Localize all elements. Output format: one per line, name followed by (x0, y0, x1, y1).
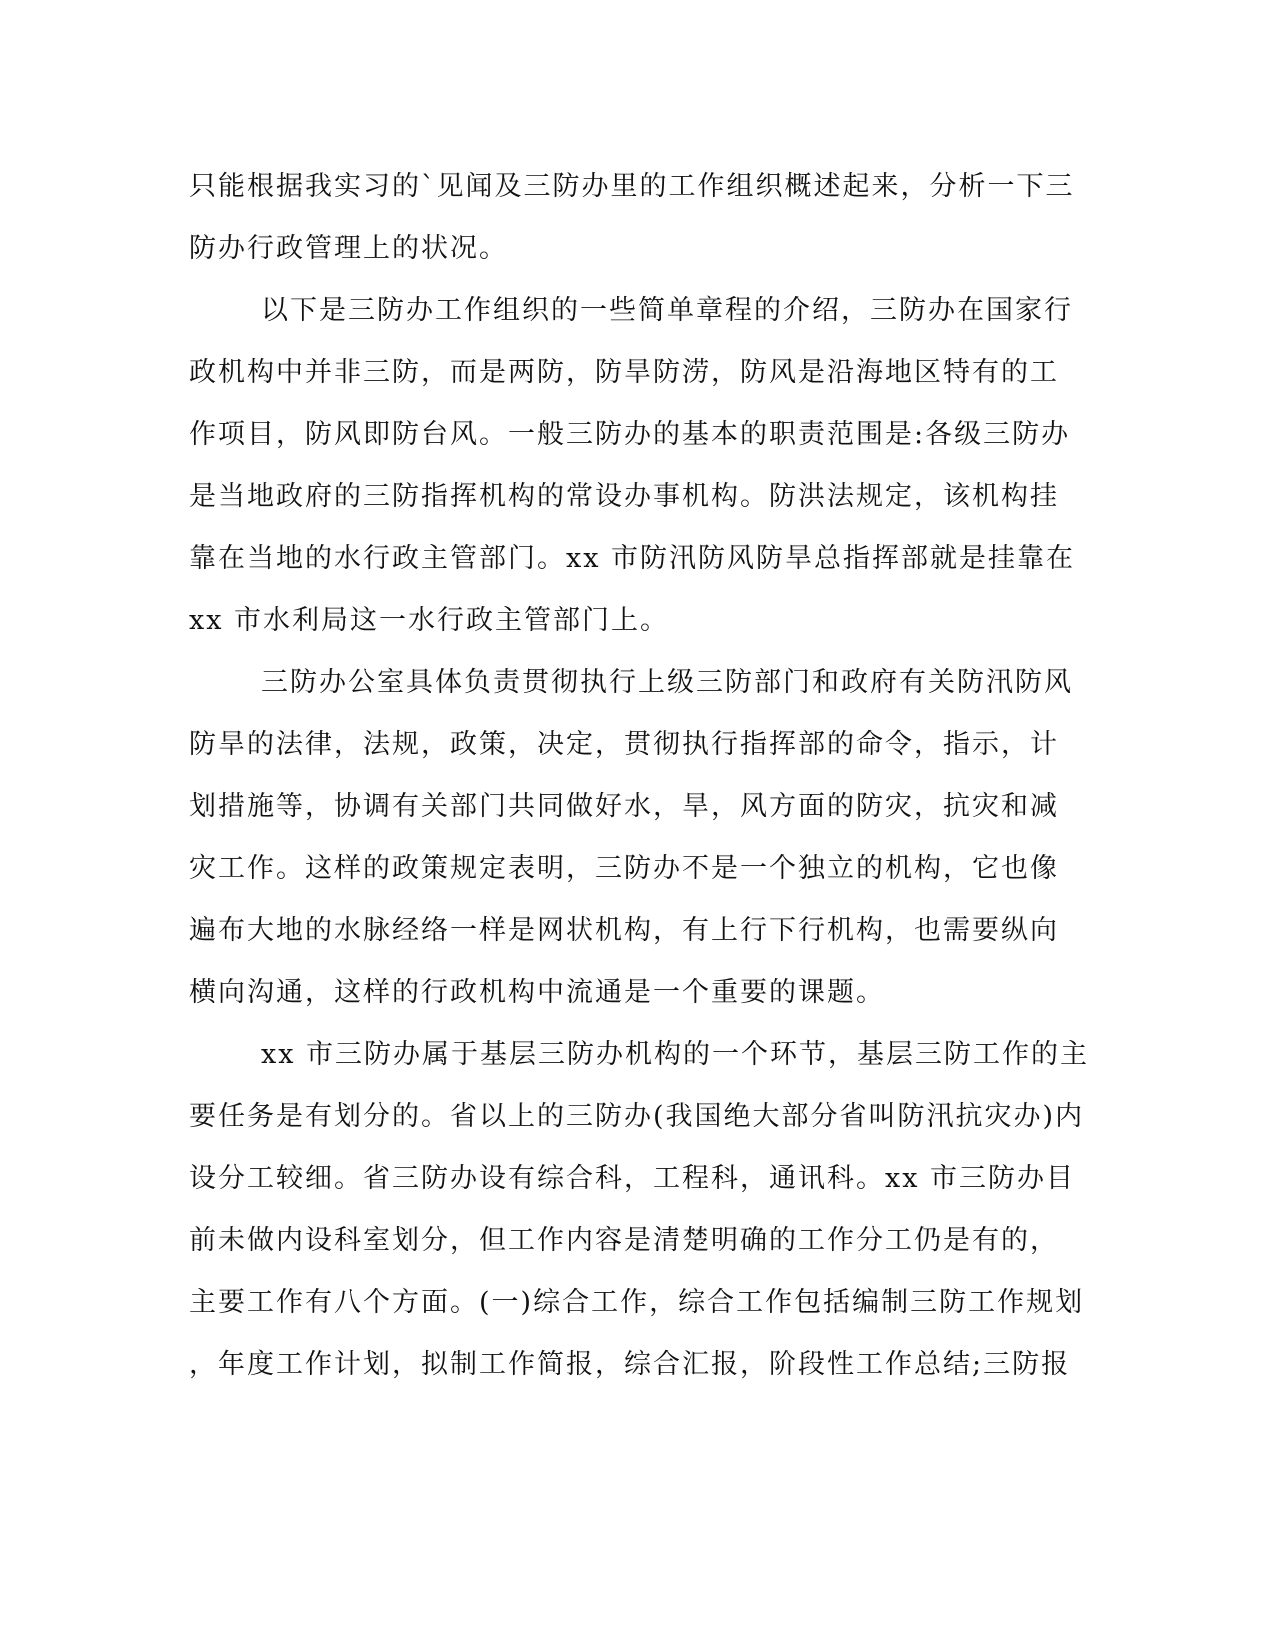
paragraph-4-line: 主要工作有八个方面。(一)综合工作，综合工作包括编制三防工作规划 (189, 1287, 1085, 1318)
paragraph-4-line: ，年度工作计划，拟制工作简报，综合汇报，阶段性工作总结;三防报 (189, 1349, 1071, 1380)
paragraph-1-line: 只能根据我实习的`见闻及三防办里的工作组织概述起来，分析一下三 (189, 171, 1075, 202)
paragraph-3-line: 划措施等，协调有关部门共同做好水，旱，风方面的防灾，抗灾和减 (189, 791, 1059, 822)
paragraph-3-line: 灾工作。这样的政策规定表明，三防办不是一个独立的机构，它也像 (189, 853, 1059, 884)
paragraph-4-line: 设分工较细。省三防办设有综合科，工程科，通讯科。xx 市三防办目 (189, 1163, 1076, 1194)
paragraph-4-line: 前未做内设科室划分，但工作内容是清楚明确的工作分工仍是有的， (189, 1225, 1059, 1256)
paragraph-4-line: xx 市三防办属于基层三防办机构的一个环节，基层三防工作的主 (261, 1039, 1090, 1070)
paragraph-2-line: xx 市水利局这一水行政主管部门上。 (189, 605, 670, 636)
paragraph-4-line: 要任务是有划分的。省以上的三防办(我国绝大部分省叫防汛抗灾办)内 (189, 1101, 1085, 1132)
paragraph-2-line: 政机构中并非三防，而是两防，防旱防涝，防风是沿海地区特有的工 (189, 357, 1059, 388)
paragraph-2-line: 作项目，防风即防台风。一般三防办的基本的职责范围是:各级三防办 (189, 419, 1071, 450)
paragraph-2-line: 靠在当地的水行政主管部门。xx 市防汛防风防旱总指挥部就是挂靠在 (189, 543, 1076, 574)
paragraph-3-line: 横向沟通，这样的行政机构中流通是一个重要的课题。 (189, 977, 885, 1008)
document-body (189, 156, 1089, 1396)
paragraph-2-line: 是当地政府的三防指挥机构的常设办事机构。防洪法规定，该机构挂 (189, 481, 1059, 512)
paragraph-1-line: 防办行政管理上的状况。 (189, 233, 508, 264)
paragraph-3-line: 三防办公室具体负责贯彻执行上级三防部门和政府有关防汛防风 (261, 667, 1073, 698)
paragraph-3-line: 遍布大地的水脉经络一样是网状机构，有上行下行机构，也需要纵向 (189, 915, 1059, 946)
paragraph-3-line: 防旱的法律，法规，政策，决定，贯彻执行指挥部的命令，指示，计 (189, 729, 1059, 760)
paragraph-2-line: 以下是三防办工作组织的一些简单章程的介绍，三防办在国家行 (261, 295, 1073, 326)
